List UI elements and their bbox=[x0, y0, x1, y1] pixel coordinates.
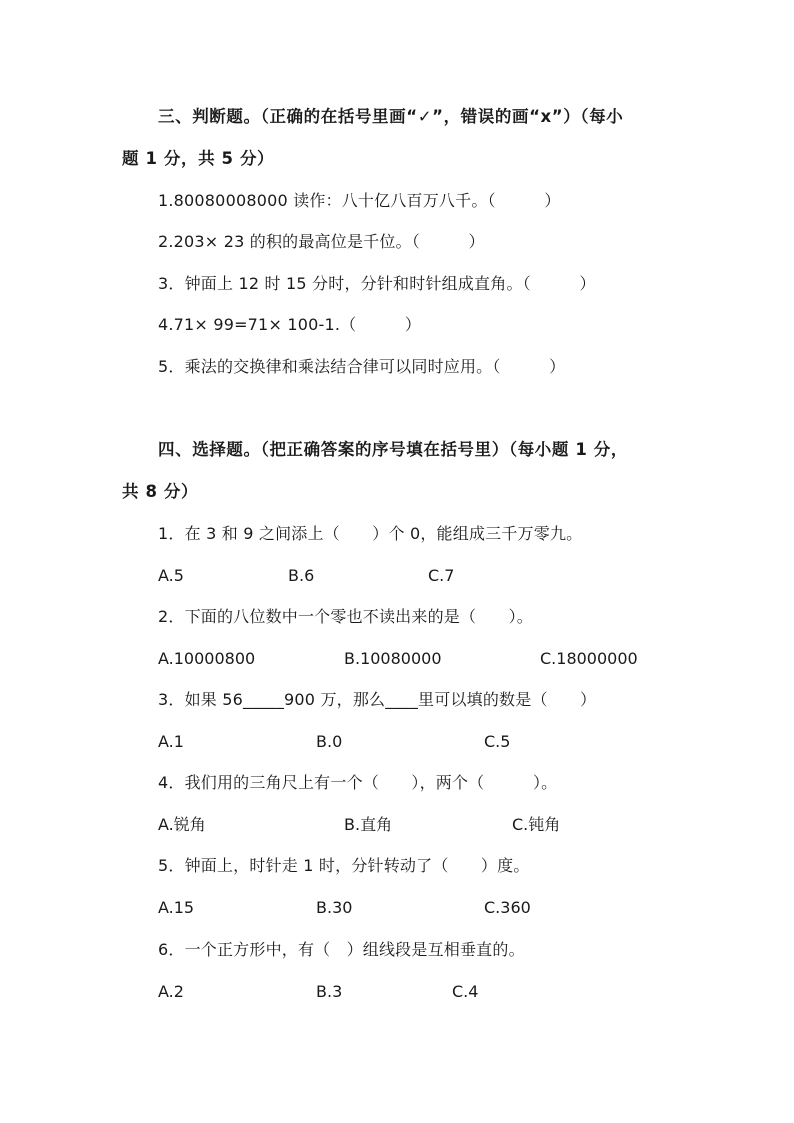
section4-heading-line2: 共 8 分） bbox=[122, 482, 199, 501]
section4-question-3: 3．如果 56_____900 万，那么____里可以填的数是（ ） bbox=[158, 690, 597, 709]
section4-question-2: 2．下面的八位数中一个零也不读出来的是（ ）。 bbox=[158, 607, 533, 626]
section4-q2-option-b: B.10080000 bbox=[344, 649, 442, 668]
section4-question-1: 1．在 3 和 9 之间添上（ ）个 0，能组成三千万零九。 bbox=[158, 524, 583, 543]
section3-question-1: 1.80080008000 读作：八十亿八百万八千。（ ） bbox=[158, 191, 561, 210]
section4-q2-option-c: C.18000000 bbox=[540, 649, 638, 668]
section4-heading-line1: 四、选择题。（把正确答案的序号填在括号里）（每小题 1 分， bbox=[158, 440, 628, 459]
section4-q4-option-c: C.钝角 bbox=[512, 815, 561, 834]
section3-question-2: 2.203× 23 的积的最高位是千位。（ ） bbox=[158, 232, 485, 251]
section4-q5-option-c: C.360 bbox=[484, 898, 531, 917]
section4-q4-option-a: A.锐角 bbox=[158, 815, 206, 834]
section4-q2-option-a: A.10000800 bbox=[158, 649, 256, 668]
section4-question-5: 5．钟面上，时针走 1 时，分针转动了（ ）度。 bbox=[158, 856, 530, 875]
section4-q6-option-b: B.3 bbox=[316, 982, 343, 1001]
section4-q1-option-a: A.5 bbox=[158, 566, 184, 585]
section3-question-4: 4.71× 99=71× 100-1.（ ） bbox=[158, 315, 422, 334]
section3-question-5: 5．乘法的交换律和乘法结合律可以同时应用。（ ） bbox=[158, 357, 566, 376]
section4-question-6: 6．一个正方形中，有（ ）组线段是互相垂直的。 bbox=[158, 940, 525, 959]
section4-q5-option-b: B.30 bbox=[316, 898, 353, 917]
section4-q4-option-b: B.直角 bbox=[344, 815, 393, 834]
section3-heading-line1: 三、判断题。（正确的在括号里画“✓”，错误的画“x”）（每小 bbox=[158, 107, 624, 126]
section4-q6-option-a: A.2 bbox=[158, 982, 184, 1001]
section4-q1-option-c: C.7 bbox=[428, 566, 455, 585]
section4-q5-option-a: A.15 bbox=[158, 898, 195, 917]
section4-question-4: 4．我们用的三角尺上有一个（ ），两个（ ）。 bbox=[158, 773, 558, 792]
section4-q3-option-c: C.5 bbox=[484, 732, 511, 751]
section4-q6-option-c: C.4 bbox=[452, 982, 479, 1001]
section4-q1-option-b: B.6 bbox=[288, 566, 315, 585]
section4-q3-option-b: B.0 bbox=[316, 732, 343, 751]
section3-question-3: 3．钟面上 12 时 15 分时，分针和时针组成直角。（ ） bbox=[158, 274, 596, 293]
section4-q3-option-a: A.1 bbox=[158, 732, 184, 751]
section3-heading-line2: 题 1 分，共 5 分） bbox=[122, 149, 275, 168]
